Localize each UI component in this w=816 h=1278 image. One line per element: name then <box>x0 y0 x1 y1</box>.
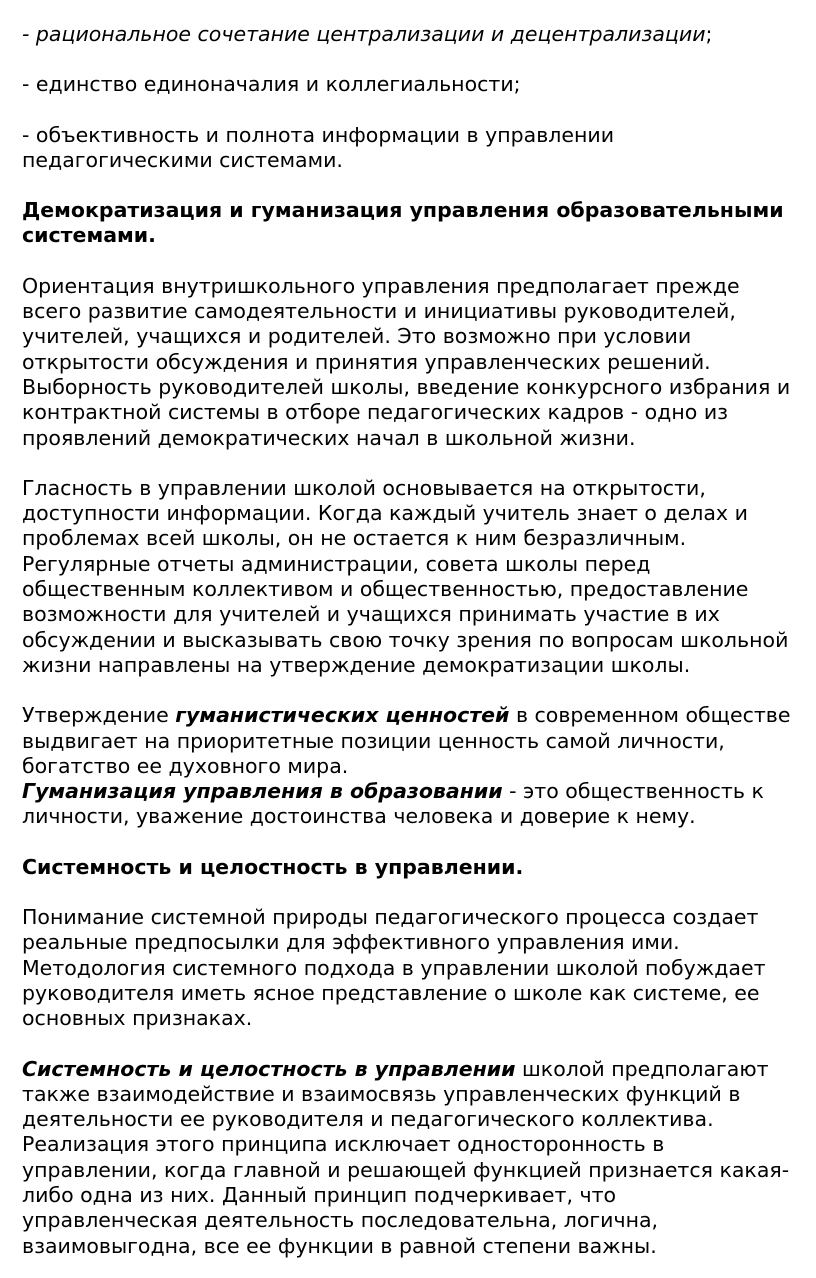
paragraph-orientation: Ориентация внутришкольного управления предполагает прежде всего развитие самодеятельности и инициативы руководителей, учителей, учащихся и родителей. Это возможно при условии открытости обсуждения и принятия управленческих решений. Выборность руководителей школы, введение конкурсного избрания и контрактной системы в отборе педагогических кадров - одно из проявлений демократических начал в школьной жизни. <box>22 273 791 450</box>
list-item-centralization-tail: ; <box>705 22 713 46</box>
paragraph-system-integrity <box>22 1057 798 1259</box>
list-item-centralization <box>22 22 798 47</box>
humanization-emphasis: Гуманизация управления в образовании <box>22 779 503 804</box>
list-item-centralization-text: - рациональное сочетание централизации и децентрализации <box>22 22 706 46</box>
humanistic-lead: Утверждение <box>22 703 176 728</box>
section-heading-systematicity: Системность и целостность в управлении. <box>22 854 524 879</box>
humanistic-rest: в современном обществе выдвигает на приоритетные позиции ценность самой личности, богатство ее духовного мира. <box>22 703 791 778</box>
paragraph-humanistic-values <box>22 703 798 779</box>
list-item-objectivity: - объективность и полнота информации в управлении педагогическими системами. <box>22 122 615 172</box>
system-integrity-emphasis: Системность и целостность в управлении <box>22 1056 516 1081</box>
humanization-rest: - это общественность к личности, уважение достоинства человека и доверие к нему. <box>22 779 764 829</box>
paragraph-system-nature: Понимание системной природы педагогического процесса создает реальные предпосылки для эффективного управления ими. Методология системного подхода в управлении школой побуждает руководителя иметь ясное представление о школе как системе, ее основных признаках. <box>22 905 766 1031</box>
paragraph-humanization-definition <box>22 779 798 830</box>
section-heading-democratization: Демократизация и гуманизация управления образовательными системами. <box>22 198 784 248</box>
system-integrity-rest: школой предполагают также взаимодействие и взаимосвязь управленческих функций в деятельности ее руководителя и педагогического коллектива. Реализация этого принципа исключает односторонность в управлении, когда главной и решающей функцией признается какая-либо одна из них. Данный принцип подчеркивает, что управленческая деятельность последовательна, логична, взаимовыгодна, все ее функции в равной степени важны. <box>22 1056 790 1258</box>
paragraph-publicity: Гласность в управлении школой основывается на открытости, доступности информации. Когда каждый учитель знает о делах и проблемах всей школы, он не остается к ним безразличным. Регулярные отчеты администрации, совета школы перед общественным коллективом и общественностью, предоставление возможности для учителей и учащихся принимать участие в их обсуждении и высказывать свою точку зрения по вопросам школьной жизни направлены на утверждение демократизации школы. <box>22 475 789 677</box>
list-item-unity: - единство единоначалия и коллегиальности; <box>22 72 521 97</box>
humanistic-values-emphasis: гуманистических ценностей <box>175 703 510 728</box>
